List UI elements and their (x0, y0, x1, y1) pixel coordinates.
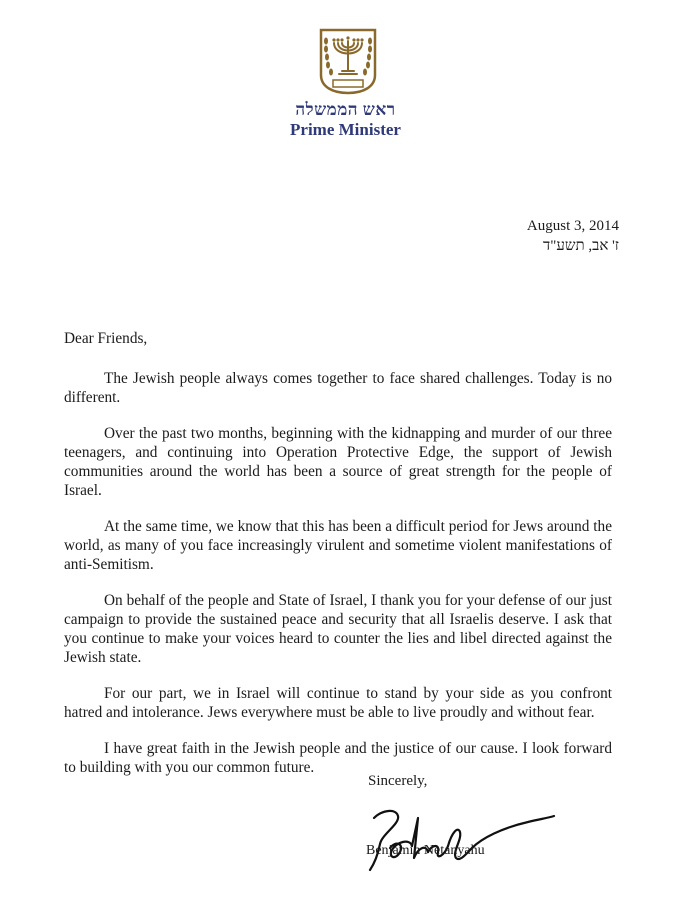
handwritten-signature (352, 788, 562, 888)
date-hebrew: ז' אב, תשע"ד (543, 238, 619, 254)
paragraph: Over the past two months, beginning with the kidnapping and murder of our three teenagers, and continuing into Operation Protective Edge, the support of Jewish communities around the world has been a source of great strength for the people of Israel. (64, 425, 612, 499)
menorah-emblem-icon (317, 27, 379, 95)
signer-name: Benjamin Netanyahu (366, 843, 485, 858)
paragraph: I have great faith in the Jewish people and the justice of our cause. I look forward to building with you our common future. (64, 740, 612, 776)
office-title-hebrew: ראש הממשלה (295, 100, 396, 119)
date-block (527, 216, 619, 256)
office-title: Prime Minister (290, 120, 401, 139)
closing: Sincerely, (368, 773, 428, 789)
paragraph: At the same time, we know that this has been a difficult period for Jews around the world, as many of you face increasingly virulent and sometime violent manifestations of anti-Semitism. (64, 518, 612, 573)
paragraph: For our part, we in Israel will continue to stand by your side as you confront hatred and intolerance. Jews everywhere must be able to live proudly and without fear. (64, 685, 612, 721)
letter-body (64, 329, 612, 794)
paragraph: The Jewish people always comes together to face shared challenges. Today is no different. (64, 370, 612, 406)
date-gregorian: August 3, 2014 (526, 218, 619, 234)
paragraph: On behalf of the people and State of Israel, I thank you for your defense of our just campaign to provide the sustained peace and security that all Israelis deserve. I ask that you continue to make your voices heard to counter the lies and libel directed against the Jewish state. (64, 592, 612, 666)
salutation: Dear Friends, (64, 330, 148, 347)
